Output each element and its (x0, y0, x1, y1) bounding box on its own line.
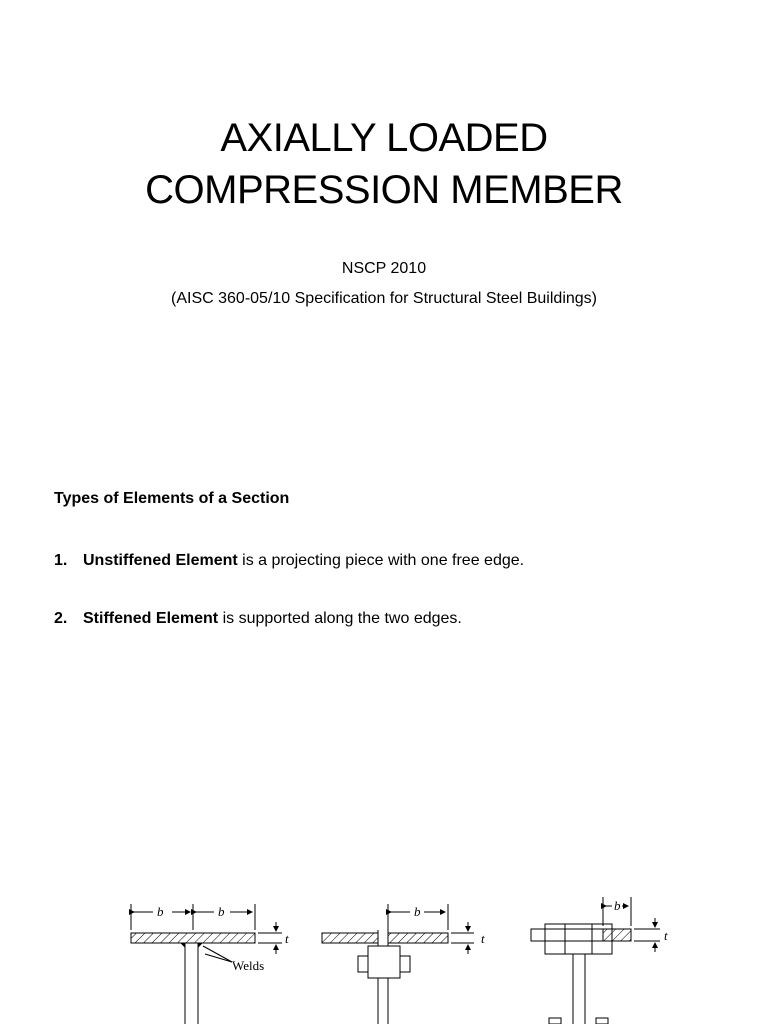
title-line-2: COMPRESSION MEMBER (145, 168, 623, 212)
list-item (54, 608, 462, 630)
list-text: is a projecting piece with one free edge. (237, 552, 525, 569)
list-term: Stiffened Element (83, 610, 219, 627)
section-heading: Types of Elements of a Section (54, 490, 290, 507)
dim-b-label: b (157, 904, 164, 919)
dim-t-label: t (481, 931, 485, 946)
cross-section-figure (0, 880, 768, 1024)
code-reference: NSCP 2010 (341, 260, 427, 277)
dim-b-label: b (614, 898, 621, 913)
list-number: 1. (54, 552, 68, 569)
built-up-section (531, 897, 660, 1024)
title-line-1: AXIALLY LOADED (220, 116, 548, 160)
dim-t-label: t (285, 931, 289, 946)
dim-b-label: b (414, 904, 421, 919)
bolted-tee-section (322, 904, 474, 1024)
list-number: 2. (54, 610, 68, 627)
list-text: is supported along the two edges. (218, 610, 462, 627)
dim-b-label: b (218, 904, 225, 919)
code-detail: (AISC 360-05/10 Specification for Structural Steel Buildings) (171, 290, 597, 307)
dim-t-label: t (664, 928, 668, 943)
welds-label: Welds (232, 958, 265, 973)
list-item (54, 550, 524, 572)
slide-title (0, 112, 768, 216)
list-term: Unstiffened Element (83, 552, 238, 569)
